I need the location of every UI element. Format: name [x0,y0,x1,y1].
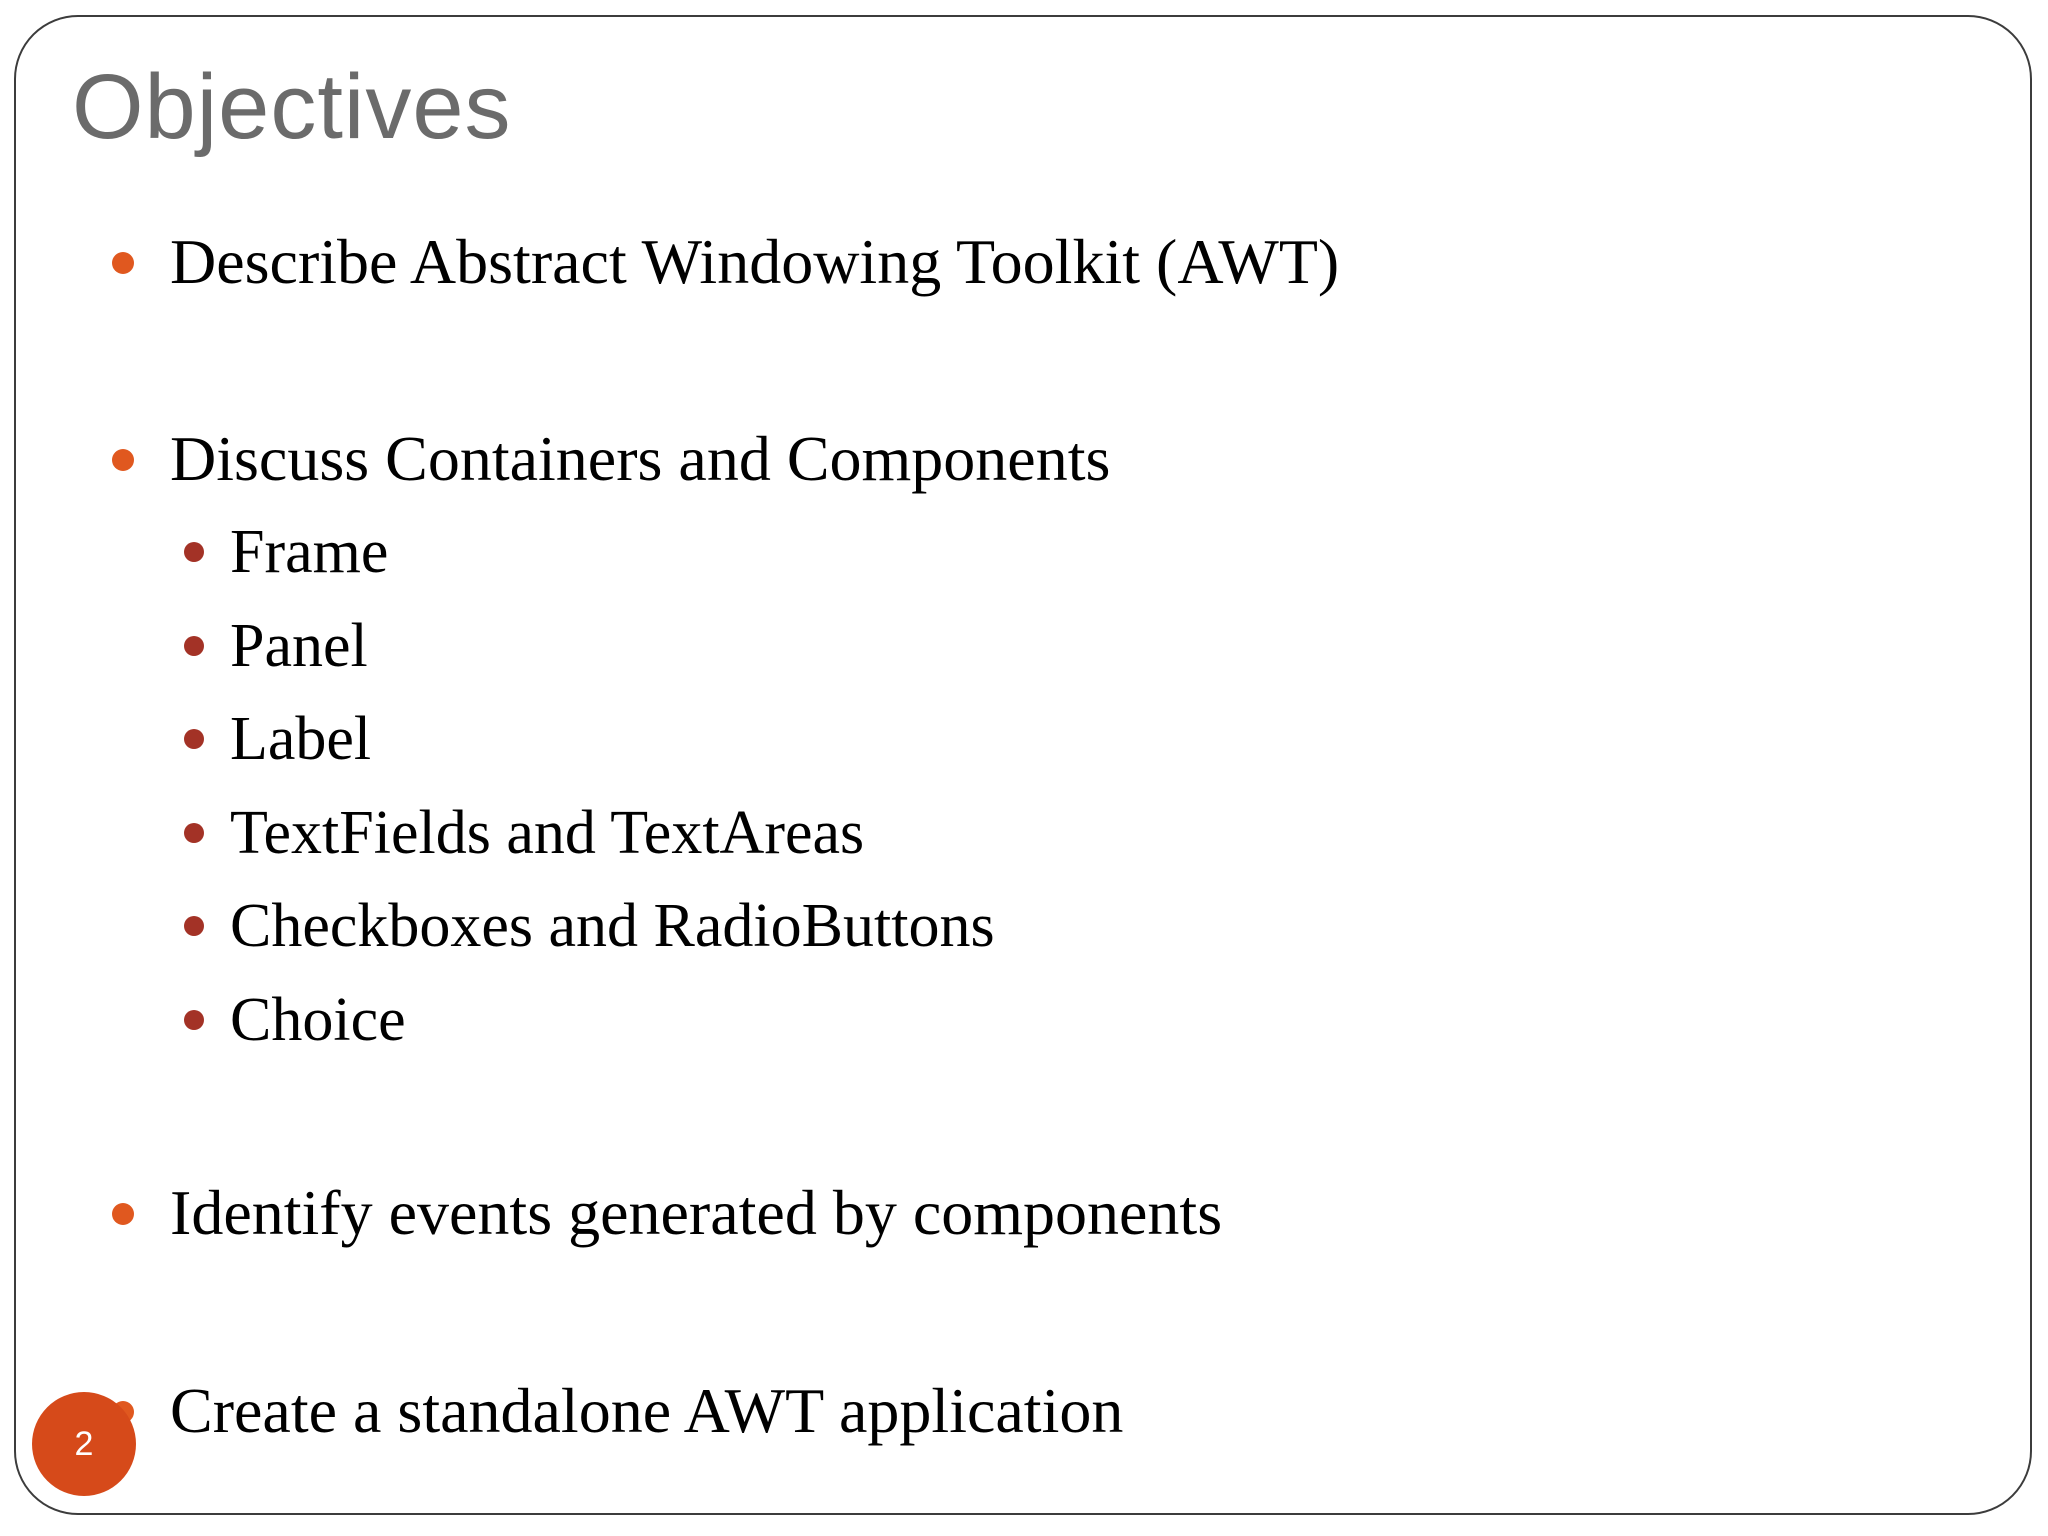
sub-bullet-dot [184,916,204,936]
sub-bullet-item: Choice [230,986,406,1054]
sub-bullet-item: Panel [230,612,368,680]
bullet-dot [112,449,134,471]
sub-bullet-dot [184,729,204,749]
sub-bullet-dot [184,823,204,843]
bullet-item: Identify events generated by components [170,1177,1223,1248]
sub-bullet-item: Frame [230,518,389,586]
slide-title: Objectives [72,56,512,158]
slide-number-badge: 2 [32,1392,136,1496]
sub-bullet-item: TextFields and TextAreas [230,799,865,867]
sub-bullet-item: Label [230,705,372,773]
sub-bullet-dot [184,542,204,562]
sub-bullet-item: Checkboxes and RadioButtons [230,892,995,960]
bullet-item: Describe Abstract Windowing Toolkit (AWT) [170,226,1340,297]
bullet-dot [112,1203,134,1225]
bullet-item: Create a standalone AWT application [170,1375,1124,1446]
sub-bullet-dot [184,1010,204,1030]
bullet-item: Discuss Containers and Components [170,423,1111,494]
sub-bullet-dot [184,636,204,656]
bullet-dot [112,252,134,274]
